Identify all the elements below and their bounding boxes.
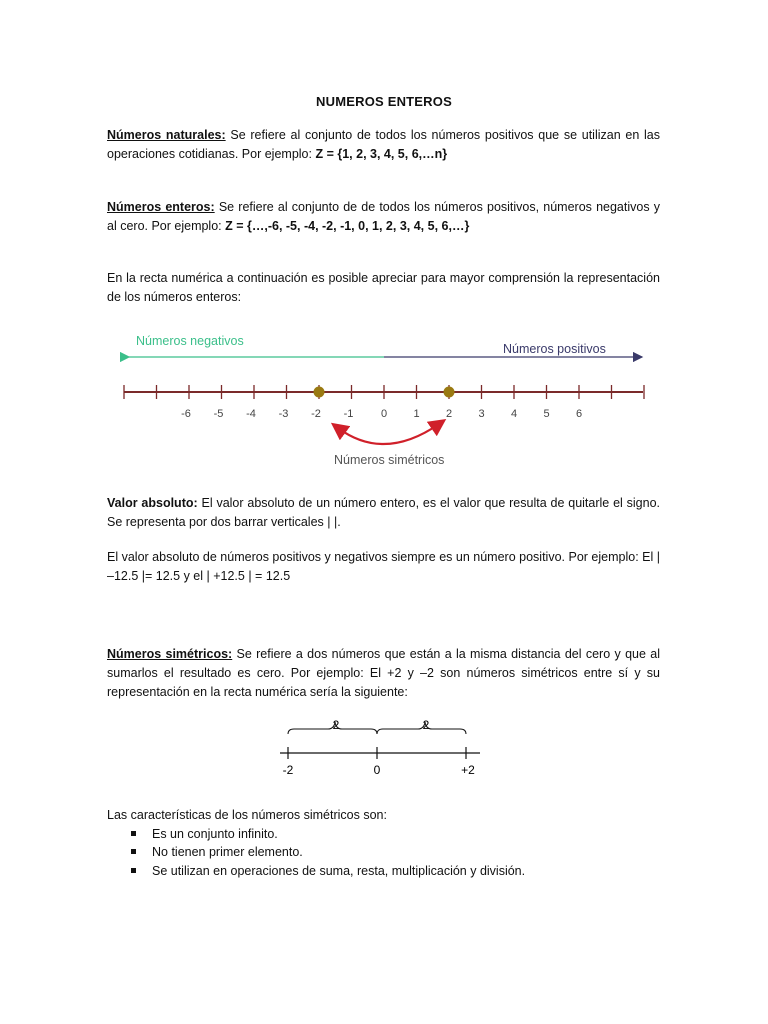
paragraph-valor-absoluto <box>107 494 660 532</box>
distance-left: 2 <box>332 718 340 732</box>
brace-right <box>377 722 466 734</box>
bullet-icon <box>131 868 136 873</box>
list-item-text: Es un conjunto infinito. <box>152 826 278 841</box>
paragraph-enteros <box>107 198 660 236</box>
list-item <box>127 862 660 881</box>
text-naturales: Se refiere al conjunto de todos los números positivos que se utilizan en las operaciones cotidianas. Por ejemplo: <box>107 128 660 161</box>
term-valor-absoluto: Valor absoluto: <box>107 496 198 510</box>
positives-label: Números positivos <box>503 342 606 356</box>
paragraph-simetricos <box>107 645 660 702</box>
text-simetricos: Se refiere a dos números que están a la misma distancia del cero y que al sumarlos el resultado es cero. Por ejemplo: El +2 y –2 son números simétricos entre sí y su representación en la recta numérica sería la siguiente: <box>107 647 660 699</box>
marked-point <box>314 387 325 398</box>
tick-label: -1 <box>343 408 354 420</box>
tick-label: 4 <box>510 408 518 420</box>
paragraph-valor-absoluto-ejemplo: El valor absoluto de números positivos y negativos siempre es un número positivo. Por ejemplo: El | –12.5 |= 12.5 y el | +12.5 | = 12.5 <box>107 550 660 583</box>
term-enteros: Números enteros: <box>107 200 215 214</box>
negatives-label: Números negativos <box>136 334 244 348</box>
tick-label: -2 <box>311 408 321 420</box>
bullet-icon <box>131 849 136 854</box>
tick-label: 2 <box>445 408 453 420</box>
text-valor-absoluto: El valor absoluto de un número entero, es el valor que resulta de quitarle el signo. Se representa por dos barrar verticales | |. <box>107 496 660 529</box>
tick-label: -6 <box>181 408 191 420</box>
list-item <box>127 825 660 844</box>
symmetric-label: Números simétricos <box>334 453 445 467</box>
number-line-svg <box>110 325 655 475</box>
paragraph-naturales <box>107 126 660 164</box>
page-title: NUMEROS ENTEROS <box>316 94 452 109</box>
label-zero: 0 <box>373 763 381 777</box>
tick-label: 5 <box>543 408 550 420</box>
symmetric-line-svg <box>270 710 490 780</box>
distance-right: 2 <box>422 718 430 732</box>
text-enteros: Se refiere al conjunto de de todos los números positivos, números negativos y al cero. Por ejemplo: <box>107 200 660 233</box>
characteristics-title: Las características de los números simétricos son: <box>107 808 387 822</box>
tick-label: 1 <box>413 408 420 420</box>
tick-label: -4 <box>246 408 256 420</box>
tick-label: -5 <box>213 408 224 420</box>
characteristics-items <box>107 825 660 881</box>
number-line-figure <box>110 325 655 480</box>
set-naturales: Z = {1, 2, 3, 4, 5, 6,…n} <box>315 147 448 161</box>
list-item-text: No tienen primer elemento. <box>152 845 303 859</box>
term-simetricos: Números simétricos: <box>107 647 233 661</box>
tick-label: 0 <box>380 408 388 420</box>
characteristics-list <box>107 806 660 880</box>
label-minus-2: -2 <box>282 763 294 777</box>
tick-label: -3 <box>278 408 289 420</box>
label-plus-2: +2 <box>461 763 475 777</box>
paragraph-recta-intro: En la recta numérica a continuación es posible apreciar para mayor comprensión la representación de los números enteros: <box>107 271 660 304</box>
term-naturales: Números naturales: <box>107 128 226 142</box>
bullet-icon <box>131 831 136 836</box>
list-item <box>127 843 660 862</box>
tick-label: 3 <box>478 408 485 420</box>
tick-label: 6 <box>575 408 583 420</box>
set-enteros: Z = {…,-6, -5, -4, -2, -1, 0, 1, 2, 3, 4, 5, 6,…} <box>225 219 470 233</box>
marked-point <box>444 387 455 398</box>
list-item-text: Se utilizan en operaciones de suma, resta, multiplicación y división. <box>152 863 526 878</box>
symmetric-arc <box>338 424 439 444</box>
symmetric-line-figure <box>270 710 490 785</box>
